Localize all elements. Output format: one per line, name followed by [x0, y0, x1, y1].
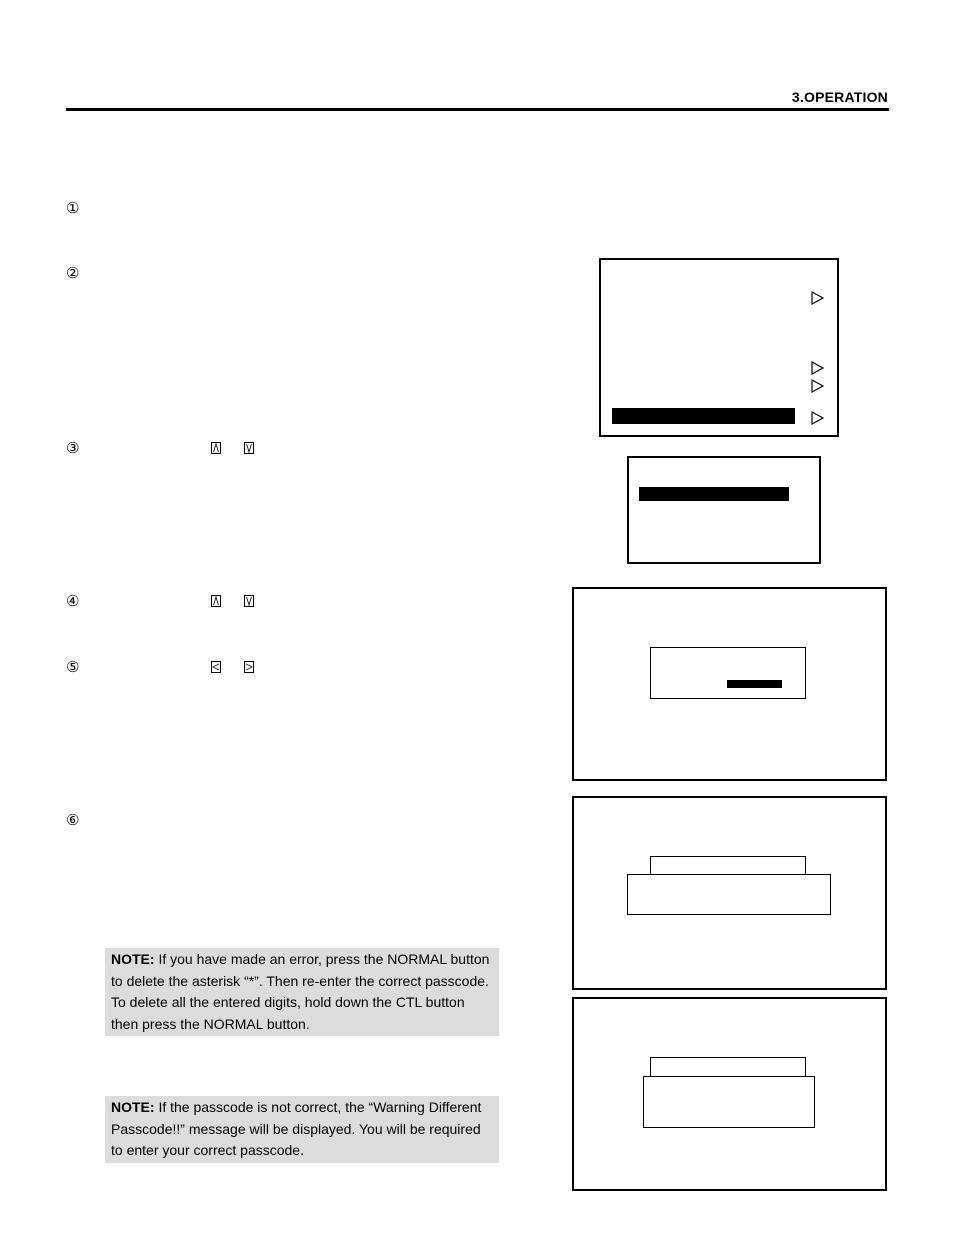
note-box-incorrect-passcode: [105, 1096, 499, 1163]
step-marker-6: ⑥: [66, 811, 80, 829]
down-arrow-key-icon: [244, 595, 254, 607]
note-label: NOTE:: [111, 951, 155, 967]
submenu-arrow-icon: [811, 411, 825, 425]
up-arrow-key-icon: [211, 595, 221, 607]
dialog-message-box: [643, 1076, 815, 1128]
note-line: to enter your correct passcode.: [111, 1142, 304, 1159]
step-marker-1: ①: [66, 199, 80, 217]
left-arrow-key-icon: [211, 661, 221, 673]
dialog-message-box: [627, 874, 831, 915]
note-line: If the passcode is not correct, the “Warning Different: [154, 1099, 482, 1115]
note-box-error: [105, 948, 499, 1036]
passcode-dialog: [650, 647, 806, 699]
menu-highlight-bar: [612, 408, 795, 424]
submenu-arrow-icon: [811, 379, 825, 393]
step-marker-4: ④: [66, 592, 80, 610]
confirm-screen: [572, 796, 887, 990]
submenu-arrow-icon: [811, 291, 825, 305]
step-marker-2: ②: [66, 264, 80, 282]
submenu-screen: [627, 456, 821, 564]
note-line: To delete all the entered digits, hold down the CTL button: [111, 994, 465, 1011]
right-arrow-key-icon: [244, 661, 254, 673]
step-marker-3: ③: [66, 439, 80, 457]
note-label: NOTE:: [111, 1099, 155, 1115]
passcode-entry-screen: [572, 587, 887, 781]
note-line: to delete the asterisk “*”. Then re-enter the correct passcode.: [111, 972, 489, 989]
section-label: 3.OPERATION: [791, 89, 888, 105]
passcode-cursor: [727, 680, 782, 688]
note-line: Passcode!!” message will be displayed. You will be required: [111, 1120, 481, 1137]
step-marker-5: ⑤: [66, 658, 80, 676]
up-arrow-key-icon: [211, 442, 221, 454]
submenu-arrow-icon: [811, 361, 825, 375]
menu-screen: [599, 258, 839, 437]
dialog-title-box: [650, 1057, 806, 1077]
header-rule: [66, 108, 889, 111]
note-line: then press the NORMAL button.: [111, 1016, 310, 1033]
note-line: If you have made an error, press the NORMAL button: [154, 951, 490, 967]
warning-screen: [572, 997, 887, 1191]
submenu-highlight-bar: [639, 487, 789, 501]
dialog-title-box: [650, 856, 806, 876]
down-arrow-key-icon: [244, 442, 254, 454]
